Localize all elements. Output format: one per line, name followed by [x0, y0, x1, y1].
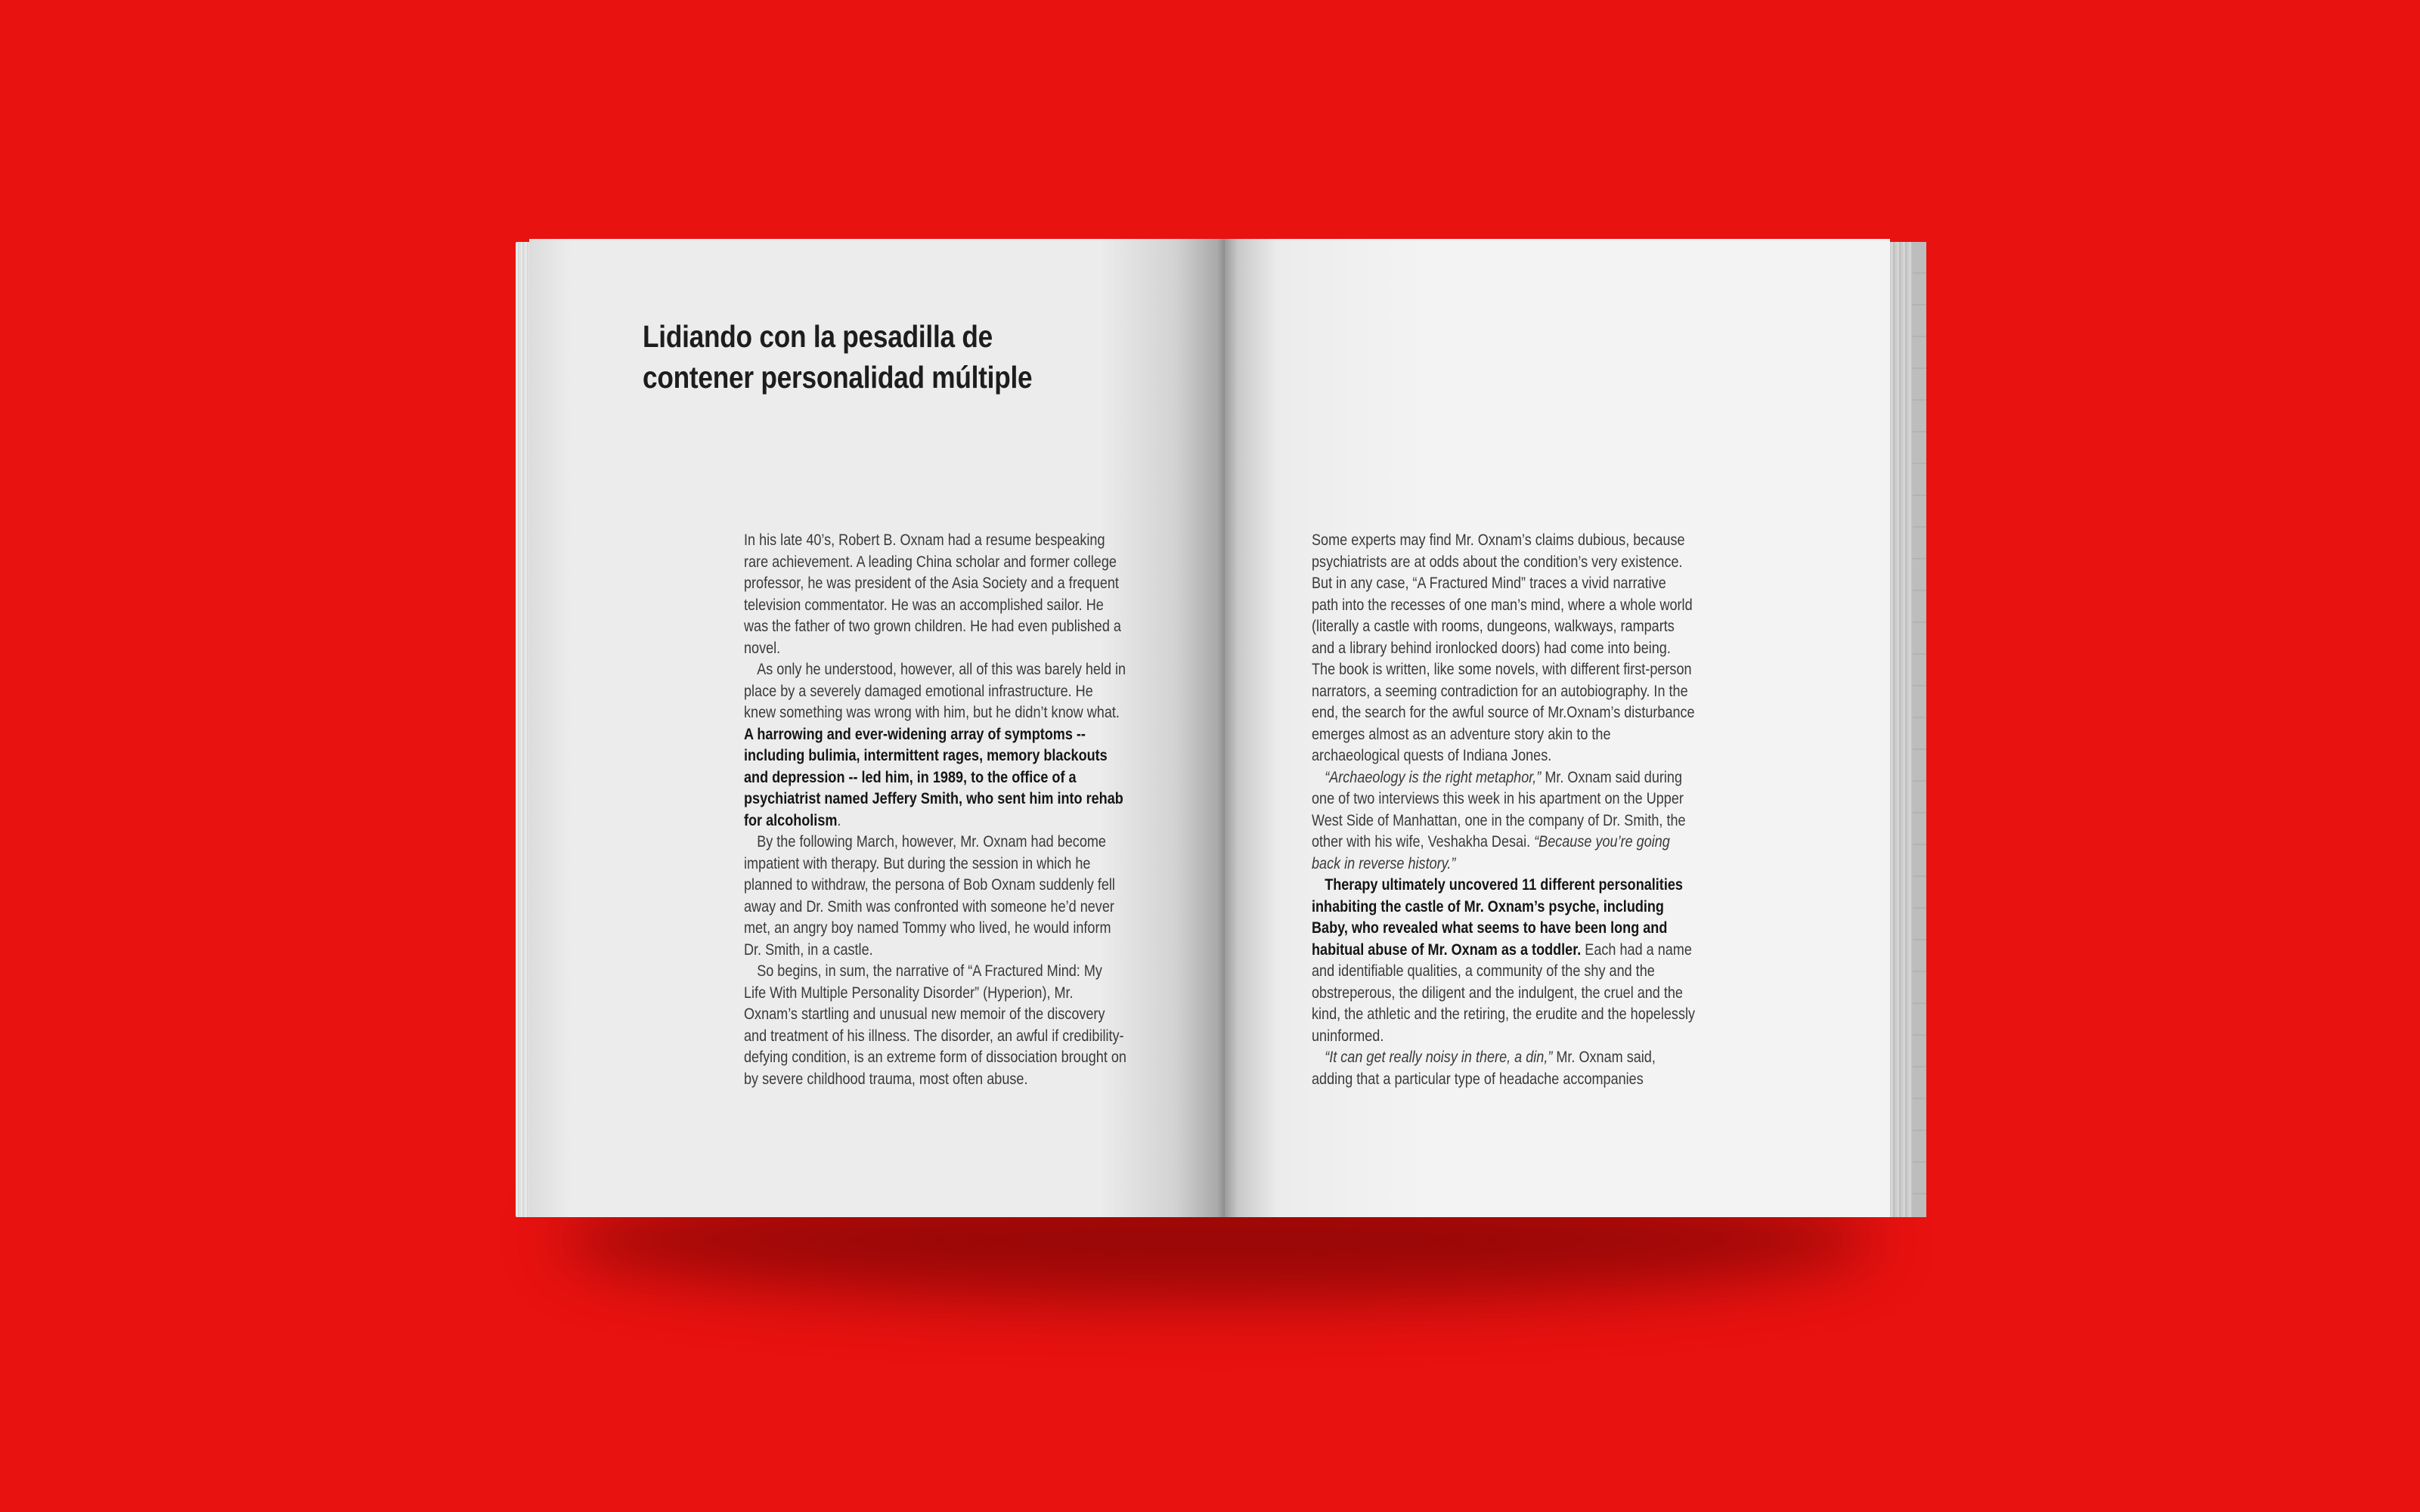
- paragraph-text: Mr. Oxnam said during one of two interviews this week in his apartment on the Upper West Side of Manhattan, one in the company of Dr. Smith, the other with his wife, Veshakha Desai.: [1312, 768, 1686, 850]
- paragraph-text: So begins, in sum, the narrative of “A Fractured Mind: My Life With Multiple Personality Disorder” (Hyperion), Mr. Oxnam’s startling and unusual new memoir of the discovery and treatment of his illness. The disorder, an awful if credibility-defying condition, is an extreme form of dissociation brought on by severe childhood trauma, most often abuse.: [744, 962, 1126, 1088]
- left-text-column: [744, 530, 1127, 1090]
- quote-italic: “Because you’re going back in reverse history.”: [1312, 833, 1670, 872]
- right-text-column: [1312, 530, 1695, 1090]
- paragraph: [744, 530, 1127, 659]
- paragraph-text: Mr. Oxnam said, adding that a particular type of headache accompanies: [1312, 1049, 1656, 1088]
- paragraph: [1312, 530, 1695, 767]
- paragraph: [744, 659, 1127, 832]
- quote-italic: “It can get really noisy in there, a din,”: [1325, 1049, 1553, 1066]
- paragraph-text: .: [837, 811, 841, 829]
- paragraph-text: As only he understood, however, all of this was barely held in place by a severely damaged emotional infrastructure. He knew something was wrong with him, but he didn’t know what.: [744, 661, 1126, 721]
- title-line-1: Lidiando con la pesadilla de: [643, 319, 993, 354]
- article-title: [643, 316, 1098, 398]
- paragraph: [1312, 767, 1695, 875]
- bold-highlight: Therapy ultimately uncovered 11 different personalities inhabiting the castle of Mr. Oxnam’s psyche, including Baby, who revealed what seems to have been long and habitual abuse of Mr. Oxnam as a toddler.: [1312, 876, 1683, 959]
- paragraph-text: Some experts may find Mr. Oxnam’s claims dubious, because psychiatrists are at odds about the condition’s very existence. But in any case, “A Fractured Mind” traces a vivid narrative path into the recesses of one man’s mind, where a whole world (literally a castle with rooms, dungeons, walkways, ramparts and a library behind ironlocked doors) had come into being. The book is written, like some novels, with different first-person narrators, a seeming contradiction for an autobiography. In the end, the search for the awful source of Mr.Oxnam’s disturbance emerges almost as an adventure story akin to the archaeological quests of Indiana Jones.: [1312, 531, 1695, 764]
- paragraph: [744, 961, 1127, 1090]
- right-page-edges: [1890, 242, 1926, 1217]
- paragraph-text: By the following March, however, Mr. Oxnam had become impatient with therapy. But during the session in which he planned to withdraw, the persona of Bob Oxnam suddenly fell away and Dr. Smith was confronted with someone he’d never met, an angry boy named Tommy who lived, he would inform Dr. Smith, in a castle.: [744, 833, 1115, 959]
- paragraph-text: Each had a name and identifiable qualities, a community of the shy and the obstreperous, the diligent and the indulgent, the cruel and the kind, the athletic and the retiring, the erudite and the hopelessly uninformed.: [1312, 940, 1696, 1045]
- paragraph: [1312, 875, 1695, 1047]
- quote-italic: “Archaeology is the right metaphor,”: [1325, 768, 1542, 786]
- bold-highlight: A harrowing and ever-widening array of symptoms -- including bulimia, intermittent rages, memory blackouts and depression -- led him, in 1989, to the office of a psychiatrist named Jeffery Smith, who sent him into rehab for alcoholism: [744, 725, 1123, 829]
- paragraph: [1312, 1047, 1695, 1090]
- paragraph: [744, 832, 1127, 961]
- paragraph-text: In his late 40’s, Robert B. Oxnam had a resume bespeaking rare achievement. A leading China scholar and former college professor, he was president of the Asia Society and a frequent television commentator. He was an accomplished sailor. He was the father of two grown children. He had even published a novel.: [744, 531, 1121, 657]
- title-line-2: contener personalidad múltiple: [643, 360, 1033, 395]
